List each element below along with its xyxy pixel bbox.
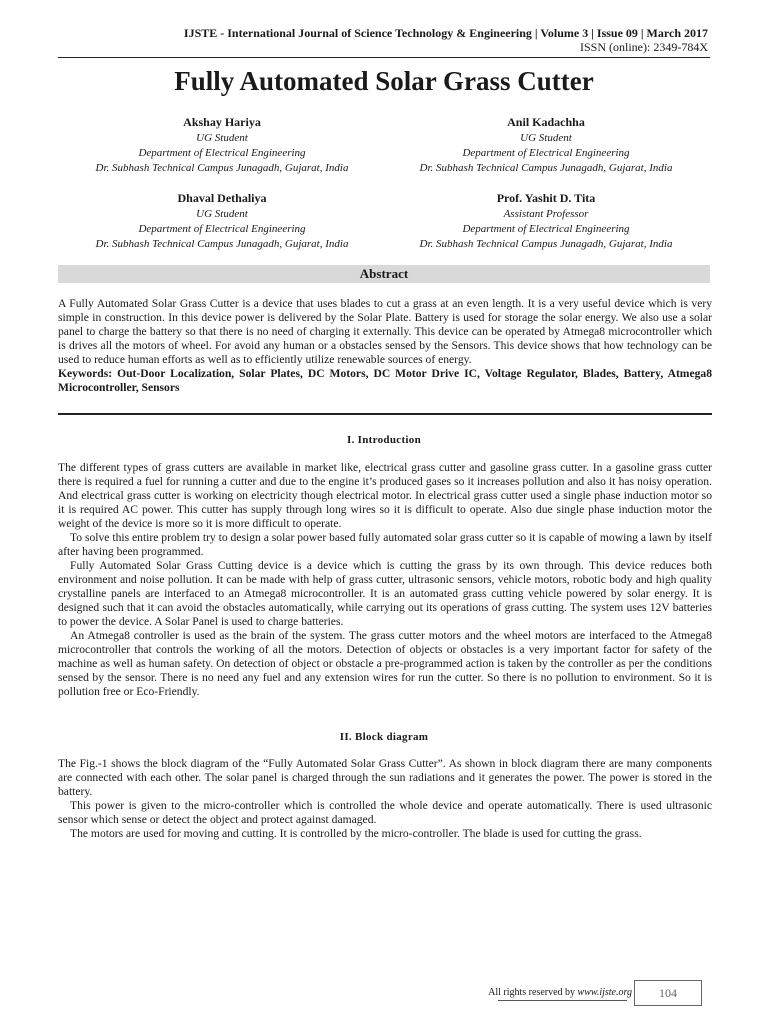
author-dept: Department of Electrical Engineering xyxy=(462,147,630,159)
paragraph: To solve this entire problem try to design a solar power based fully automated solar grass cutter so it is capable of mowing a lawn by itself after having been programmed. xyxy=(58,531,712,558)
page-number xyxy=(634,980,702,1006)
paragraph: This power is given to the micro-controller which is controlled the whole device and operate automatically. There is used ultrasonic sensor which sense or detect the object and protect against damaged. xyxy=(58,799,712,826)
copyright-notice xyxy=(488,987,632,998)
keywords: Keywords: Out-Door Localization, Solar Plates, DC Motors, DC Motor Drive IC, Voltage Regulator, Blades, Battery, Atmega8 Microcontroller, Sensors xyxy=(58,367,712,394)
site-link[interactable]: www.ijste.org xyxy=(577,987,632,998)
author-block xyxy=(381,191,711,252)
author-affiliation: Dr. Subhash Technical Campus Junagadh, Gujarat, India xyxy=(419,162,673,174)
abstract-heading: Abstract xyxy=(58,265,710,283)
author-block xyxy=(57,191,387,252)
author-affiliation: Dr. Subhash Technical Campus Junagadh, Gujarat, India xyxy=(95,162,349,174)
page-number-text: 104 xyxy=(659,986,677,1000)
paragraph: The different types of grass cutters are available in market like, electrical grass cutter and gasoline grass cutter. In a gasoline grass cutter there is required a fuel for running a cutter and due to the engine it’s produced gases so it increases pollution and also it has noisy operation. And electrical grass cutter is working on electricity though electrical motor. In electrical grass cutter used a single phase induction motor so it is required AC power. This cutter has supply through long wires so it is difficult to operate. Also due single phase induction motor the weight of the device is more so it is more difficult to operate. xyxy=(58,461,712,530)
author-role: UG Student xyxy=(520,132,572,144)
rights-text: All rights reserved by xyxy=(488,987,576,998)
author-affiliation: Dr. Subhash Technical Campus Junagadh, Gujarat, India xyxy=(95,238,349,250)
paragraph: The Fig.-1 shows the block diagram of the “Fully Automated Solar Grass Cutter”. As shown in block diagram there are many components are connected with each other. The solar panel is charged through the sun radiations and it generates the power. The power is stored in the battery. xyxy=(58,757,712,798)
abstract-body xyxy=(58,297,712,395)
paper-title: Fully Automated Solar Grass Cutter xyxy=(174,66,594,96)
author-name: Anil Kadachha xyxy=(507,115,585,129)
introduction-body xyxy=(58,461,712,699)
author-role: Assistant Professor xyxy=(503,208,589,220)
section-heading-introduction: I. Introduction xyxy=(347,434,421,446)
author-dept: Department of Electrical Engineering xyxy=(138,147,306,159)
author-name: Prof. Yashit D. Tita xyxy=(496,191,596,205)
footer-divider xyxy=(498,1000,627,1001)
author-block xyxy=(381,115,711,176)
author-dept: Department of Electrical Engineering xyxy=(138,223,306,235)
author-name: Dhaval Dethaliya xyxy=(177,191,267,205)
section-heading-block-diagram: II. Block diagram xyxy=(339,731,429,743)
author-affiliation: Dr. Subhash Technical Campus Junagadh, Gujarat, India xyxy=(419,238,673,250)
journal-citation: IJSTE - International Journal of Science Technology & Engineering | Volume 3 | Issue 09 | March 2017 xyxy=(183,26,708,40)
abstract-text: A Fully Automated Solar Grass Cutter is a device that uses blades to cut a grass at an even length. It is a very useful device which is very simple in construction. In this device power is delivered by the Solar Plate. Battery is used for storage the solar energy. We also use a solar panel to charge the battery so that there is no need of charging it externally. This device can be operated by Atmega8 microcontroller which is drives all the motors of wheel. For avoid any human or a obstacles sensed by the Sensors. This device shows that how technology can be used to reduce human efforts as well as to efficiently utilize renewable sources of energy. xyxy=(58,297,712,366)
issn: ISSN (online): 2349-784X xyxy=(580,40,708,54)
header-divider xyxy=(58,57,710,58)
journal-header xyxy=(184,26,708,54)
author-name: Akshay Hariya xyxy=(183,115,261,129)
block-diagram-body xyxy=(58,757,712,841)
author-block xyxy=(57,115,387,176)
page-footer xyxy=(58,980,732,1010)
author-role: UG Student xyxy=(196,132,248,144)
paragraph: An Atmega8 controller is used as the brain of the system. The grass cutter motors and the wheel motors are interfaced to the Atmega8 microcontroller that controls the working of all the motors. Detection of objects or obstacles is a very important factor for safety of the machine as well as human safety. On detection of object or obstacle a pre-programmed action is taken by the controller as per the conditions sensed by the sensor. There is no need any fuel and any extension wires for run the cutter. So there is no pollution to environment. So it is pollution free or Eco-Friendly. xyxy=(58,629,712,698)
author-role: UG Student xyxy=(196,208,248,220)
paragraph: The motors are used for moving and cutting. It is controlled by the micro-controller. The blade is used for cutting the grass. xyxy=(70,827,642,840)
author-dept: Department of Electrical Engineering xyxy=(462,223,630,235)
paragraph: Fully Automated Solar Grass Cutting device is a device which is cutting the grass by its own through. This device reduces both environment and noise pollution. It can be made with help of grass cutter, ultrasonic sensors, vehicle motors, robotic body and high quality crystalline panels are interfaced to an Atmega8 microcontroller. It is an automated grass cutting vehicle powered by solar energy. It is designed such that it can avoid the obstacles automatically, while carrying out its operations of grass cutting. The system uses 12V batteries to power the device. A Solar Panel is used to charge batteries. xyxy=(58,559,712,628)
section-divider xyxy=(58,413,712,415)
